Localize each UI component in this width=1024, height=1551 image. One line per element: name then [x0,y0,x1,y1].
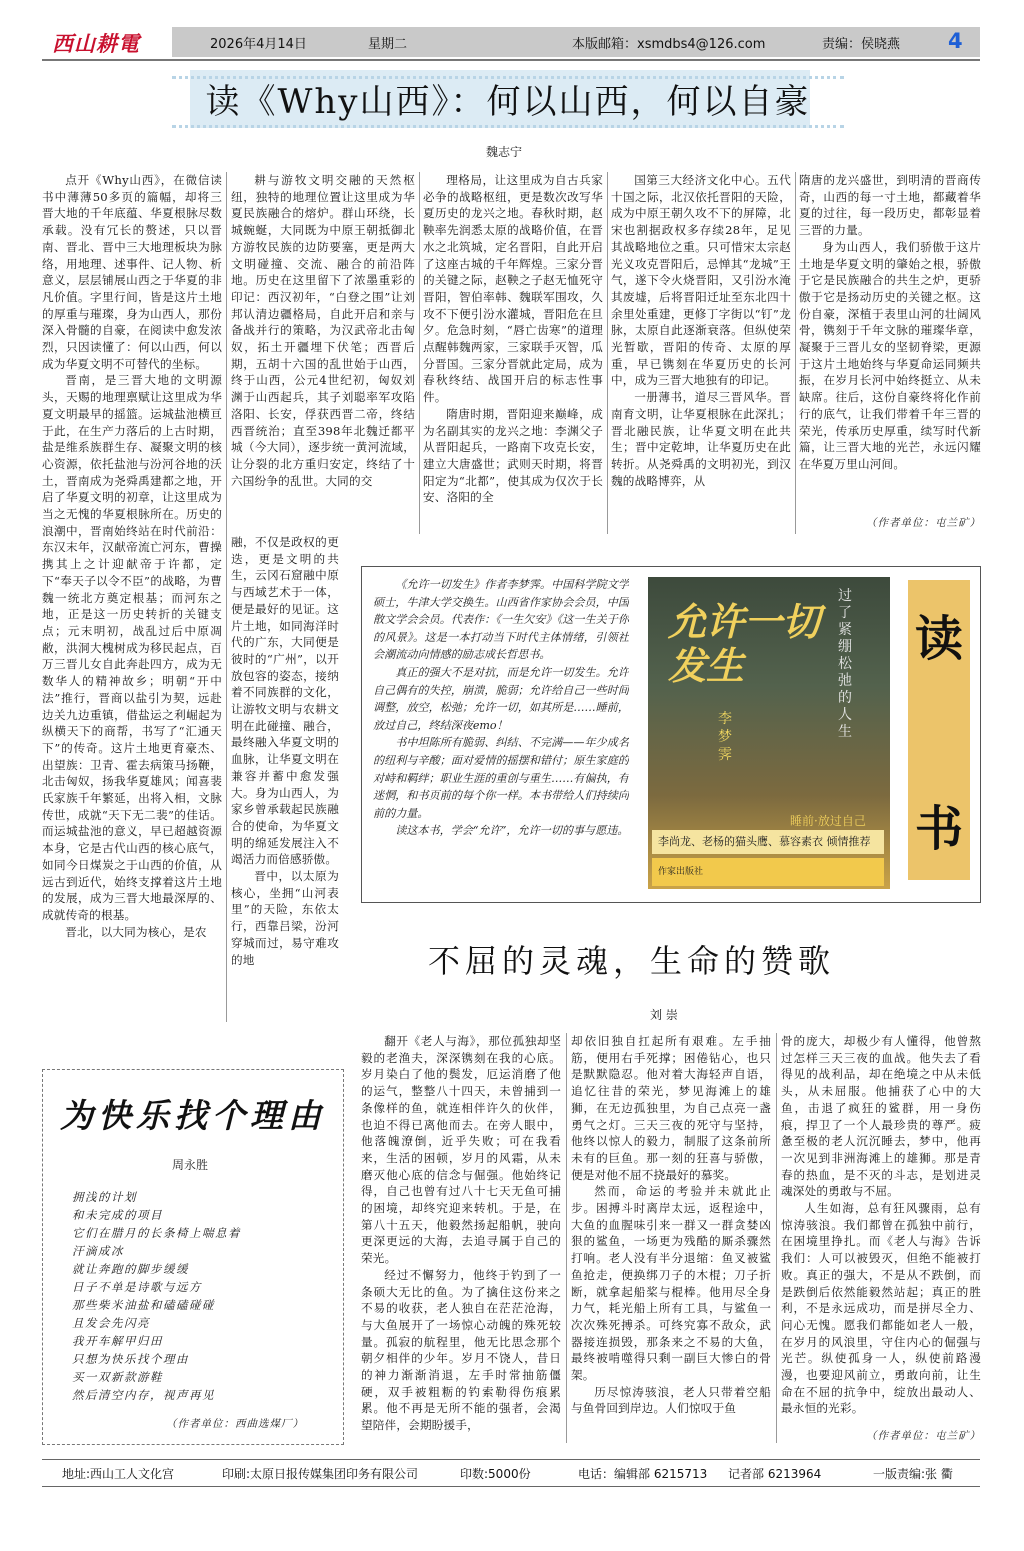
header-divider [42,59,980,61]
page-editor: 责编：侯晓燕 [822,37,901,52]
column-divider [607,172,608,534]
footer-divider [42,1459,980,1460]
cover-title: 允许一切发生 [668,599,821,688]
poem-line: 它们在腊月的长条椅上喘息着 [72,1226,241,1240]
poem-author: 周永胜 [172,1158,209,1172]
section-label-char: 读 [914,611,963,667]
footer-printer: 印刷:太原日报传媒集团印务有限公司 [222,1467,419,1481]
poem-affiliation: （作者单位：西曲选煤厂） [166,1418,304,1430]
paragraph: 却依旧独自扛起所有艰难。左手抽筋，便用右手死撑；困倦钻心，也只是默默隐忍。他对着大海轻声自语，追忆往昔的荣光，梦见海滩上的雄狮，在无边孤独里，为自己点亮一盏勇气之灯。三天三夜的死守与坚持，他终以惊人的毅力，制服了这条前所未有的巨鱼。那一刻的狂喜与骄傲，便是对他不屈不挠最好的慕奖。 [571,1034,771,1182]
article-column-2-narrow [231,534,339,1022]
paragraph: 读这本书，学会“允许”，允许一切的事与愿违。 [395,824,629,838]
column-divider [226,172,227,1022]
paragraph: 《允许一切发生》作者李梦霁。中国科学院文学硕士，牛津大学交换生。山西省作家协会会员，中国散文学会会员。代表作：《一生欠安》《这一生关于你的风景》。这是一本打动当下时代主体情绪，引领社会潮流动向情感的励志成长哲思书。 [373,578,629,662]
newspaper-logo: 西山耕電 [52,31,140,56]
cover-publisher: 作家出版社 [652,858,884,886]
paragraph: 身为山西人，我们骄傲于这片土地是华夏文明的肇始之根，骄傲于它是民族融合的共生之炉，更骄傲于它是扬动历史的关键之枢。这份自豪，深植于表里山河的壮阔风骨，镌刻于千年文脉的璀璨华章，凝聚于三晋儿女的坚韧脊梁，更源于这片土地始终与华夏命运同频共振，在岁月长河中始终挺立、从未缺席。往后，这份自豪终将化作前行的底气，让我们带着千年三晋的荣光，传承历史厚重，续写时代新篇，让三晋大地的光芒，永远闪耀在华夏万里山河间。 [799,239,981,471]
poem-line: 只想为快乐找个理由 [72,1352,189,1366]
article-column-1 [42,172,222,1022]
poem-line: 我开车解甲归田 [72,1334,163,1348]
article2-title: 不屈的灵魂，生命的赞歌 [428,942,836,980]
article-column-3 [423,172,603,534]
paragraph: 晋中，以太原为核心，坐拥“山河表里”的天险，东依太行，西靠吕梁，汾河穿城而过，易守难攻的地 [231,869,339,967]
article-column-5 [799,172,981,512]
page-number: 4 [948,29,963,53]
paragraph: 国第三大经济文化中心。五代十国之际，北汉依托晋阳的天险，成为中原王朝久攻不下的屏障，北宋也割据政权多存续28年，足见其战略地位之重。只可惜宋太宗赵光义攻克晋阳后，忌惮其“龙城”王气，遂下令火烧晋阳，又引汾水淹其废墟，后将晋阳迁址至东北四十余里处重建，更修丁字街以“钉”龙脉，太原自此逐渐衰落。但纵使荣光暂歇，晋阳的传奇、太原的厚重，早已镌刻在华夏历史的长河中，成为三晋大地独有的印记。 [611,173,791,388]
cover-tagline: 睡前·放过自己 [790,814,866,828]
paragraph: 书中坦陈所有脆弱、纠结、不完满——年少成名的纽利与辛酸；面对爱情的摇摆和错付；原生家庭的对峙和羁绊；职业生涯的重创与重生……有偏执，有迷惘，和书页前的每个你一样。本书带给人们持续向前的力量。 [373,736,629,820]
article2-column-1 [361,1033,561,1443]
poem-line: 且发会先闪亮 [72,1316,150,1330]
contact-email: 本版邮箱：xsmdbs4@126.com [572,37,766,52]
paragraph: 经过不懈努力，他终于钓到了一条硕大无比的鱼。为了擒住这份来之不易的收获，老人独自在茫茫沧海，与大鱼展开了一场惊心动魄的殊死较量。孤寂的航程里，他无比思念那个朝夕相伴的少年。岁月不饶人，昔日的神力渐渐消退，左手时常抽筋僵硬，双手被粗粝的钓索勒得伤痕累累。他不再是无所不能的强者，会渴望陪伴，会期盼援手， [361,1267,561,1433]
paragraph: 历尽惊涛骇浪，老人只带着空船与鱼骨回到岸边。人们惊叹于鱼 [571,1384,771,1416]
paragraph: 翻开《老人与海》，那位孤独却坚毅的老渔夫，深深镌刻在我的心底。岁月染白了他的鬓发，厄运消磨了他的运气，整整八十四天，未曾捕到一条像样的鱼，就连相伴许久的伙伴，也迫不得已离他而去。在旁人眼中，他落魄潦倒，近乎失败；可在我看来，生活的困顿，岁月的风霜，从未磨灭他心底的信念与倔强。他始终记得，自己也曾有过八十七天无鱼可捕的困境，却终究迎来转机。于是，在第八十五天，他毅然扬起船帆，驶向更深更远的大海，去追寻属于自己的荣光。 [361,1034,561,1266]
article-author: 魏志宁 [486,145,523,159]
footer-chief-editor: 一版责编:张 衢 [873,1467,953,1481]
poem-line: 拥浅的计划 [72,1190,137,1204]
paragraph: 真正的强大不是对抗，而是允许一切发生。允许自己偶有的失控，崩溃，脆弱；允许给自己一些时间调整，放空，松弛；允许一切，如其所是……睡前，放过自己，终结深夜emo！ [373,665,629,732]
paragraph: 耕与游牧文明交融的天然枢纽，独特的地理位置让这里成为华夏民族融合的熔炉。群山环绕，长城蜿蜒，大同既为中原王朝抵御北方游牧民族的边防要塞，更是两大文明碰撞、交流、融合的前沿阵地。历史在这里留下了浓墨重彩的印记：西汉初年，“白登之围”让刘邦认清边疆格局，自此开启和亲与备战并行的策略，为汉武帝北击匈奴，拓土开疆埋下伏笔；西晋后期，五胡十六国的乱世始于山西，终于山西，公元4世纪初，匈奴刘渊于山西起兵，其子刘聪率军攻陷洛阳、长安，俘获西晋二帝，终结西晋统治；直至398年北魏迁都平城（今大同），逐步统一黄河流域，让分裂的北方重归安定，终结了十六国纷争的乱世。大同的交 [231,173,415,488]
poem-line: 汗滴成冰 [72,1244,124,1258]
article2-column-2 [571,1033,771,1443]
poem-line: 然后清空内存，视声再见 [72,1388,215,1402]
column-divider [566,1033,567,1443]
paragraph: 理格局，让这里成为自古兵家必争的战略枢纽，更是数次改写华夏历史的龙兴之地。春秋时期，赵鞅率先润悉太原的战略价值，在晋水之北筑城，定名晋阳，自此开启了这座古城的千年辉煌。三家分晋的关键之际，赵鞅之子赵无恤死守晋阳，智伯率韩、魏联军围攻，久攻不下便引汾水灌城，晋阳危在旦夕。危急时刻，“唇亡齿寒”的道理点醒韩魏两家，三家联手灭智，瓜分晋国。三家分晋就此定局，成为春秋终结、战国开启的标志性事件。 [423,173,603,405]
poem-title: 为快乐找个理由 [60,1096,326,1135]
paragraph: 人生如海，总有狂风骤雨，总有惊涛骇浪。我们都曾在孤独中前行，在困境里挣扎。而《老人与海》告诉我们：人可以被毁灭，但绝不能被打败。真正的强大，不是从不跌倒，而是跌倒后依然能毅然站起；真正的胜利，不是永远成功，而是拼尽全力、问心无愧。愿我们都能如老人一般，在岁月的风浪里，守住内心的倔强与光芒。纵使孤身一人，纵使前路漫漫，也要迎风前立，勇敢向前，让生命在不屈的抗争中，绽放出最动人、最永恒的光彩。 [781,1201,981,1416]
poem-line: 日子不单是诗歌与远方 [72,1280,202,1294]
paragraph: 晋北，以大同为核心，是农 [65,924,207,939]
article-column-2 [231,172,415,534]
issue-weekday: 星期二 [368,37,408,52]
poem-line: 就让奔跑的脚步缓缓 [72,1262,189,1276]
paragraph: 然而，命运的考验并未就此止步。困搏斗时离岸太远，返程途中，大鱼的血腥味引来一群又一群贪婪凶狠的鲨鱼，一场更为残酷的厮杀骤然打响。老人没有半分退缩：鱼叉被鲨鱼抢走，便换绑刀子的木棍；刀子折断，就拿起船桨与棍棒。他用尽全身力气，耗光船上所有工具，与鲨鱼一次次殊死搏杀。可终究寡不敌众，武器接连损毁，那条来之不易的大鱼，最终被啃噬得只剩一副巨大惨白的骨架。 [571,1184,771,1383]
column-divider [795,172,796,534]
paragraph: 骨的庞大，却极少有人懂得，他曾熬过怎样三天三夜的血战。他失去了看得见的战利品，却在绝境之中从未低头，从未屈服。他捕获了心中的大鱼，击退了疯狂的鲨群，用一身伤痕，捍卫了一个人最珍贵的尊严。疲惫至极的老人沉沉睡去，梦中，他再一次见到非洲海滩上的雄狮。那是青春的热血，是不灭的斗志，是划进灵魂深处的勇敢与不屈。 [781,1034,981,1199]
paragraph: 隋唐时期，晋阳迎来巅峰，成为名副其实的龙兴之地：李渊父子从晋阳起兵，一路南下攻克长安，建立大唐盛世；武则天时期，将晋阳定为“北都”，使其成为仅次于长安、洛阳的全 [423,406,603,505]
cover-author: 李梦霁 [718,711,732,763]
paragraph: 隋唐的龙兴盛世，到明清的晋商传奇，山西的每一寸土地，都藏着华夏的过往，每一段历史，都彰显着三晋的力量。 [799,173,981,238]
poem-line: 买一双新款游鞋 [72,1370,163,1384]
column-divider [419,172,420,534]
paragraph: 一册薄书，道尽三晋风华。晋南育文明，让华夏根脉在此深扎；晋北融民族，让华夏文明在此共生；晋中定乾坤，让华夏历史在此转折。从尧舜禹的文明初光，到汉魏的战略博弈，从 [611,390,791,488]
cover-recommendation-strip: 李尚龙、老杨的猫头鹰、慕容素衣 倾情推荐 [652,830,884,854]
article-column-4 [611,172,791,534]
article2-author: 刘 崇 [650,1008,678,1022]
article2-column-3 [781,1033,981,1425]
author-affiliation: （作者单位：屯兰矿） [866,1430,981,1442]
cover-subtitle: 过了紧绷松弛的人生 [838,588,852,740]
article-title: 读《Why山西》：何以山西，何以自豪 [205,82,811,122]
paragraph: 晋南，是三晋大地的文明源头，天赐的地理禀赋让这里成为华夏文明最早的摇篮。运城盐池横亘于此，在生产力落后的上古时期，盐是维系族群生存、凝聚文明的核心资源，依托盐池与汾河谷地的沃土，晋南成为尧舜禹建都之地，开启了华夏文明的初章，让这里成为当之无愧的华夏根脉所在。历史的浪潮中，晋南始终站在时代前沿：东汉末年，汉献帝流亡河东，曹操携其上之计迎献帝于许都，定下“奉天子以令不臣”的战略，为曹魏一统北方奠定根基；而河东之地，正是这一历史转折的关键支点；元末明初，战乱过后中原凋敝，洪洞大槐树成为移民起点，百万三晋儿女自此奔赴四方，成为无数华人的精神故乡；明朝“开中法”推行，晋商以盐引为契，远赴边关九边重镇，借盐运之利崛起为纵横天下的商帮，书写了“汇通天下”的传奇。这片土地更育豪杰、出望族：卫青、霍去病策马扬鞭，北击匈奴，扬我华夏雄风；闻喜裴氏家族千年繁延，出将入相，文脉传世，成就“天下无二裴”的佳话。而运城盐池的意义，早已超越资源本身，它是古代山西的核心底气，如同今日煤炭之于山西的价值，从远古到近代，始终支撑着这片土地的发展，成为三晋大地最深厚的、成就传奇的根基。 [42,373,222,922]
section-label-char: 书 [914,801,963,857]
paragraph: 点开《Why山西》，在微信读书中薄薄50多页的篇幅，却将三晋大地的千年底蕴、华夏根脉尽数承载。没有冗长的赘述，只以晋南、晋北、晋中三大地理板块为脉络，用地理、述事件、记人物、析意义，层层铺展山西之于华夏的非凡价值。字里行间，皆是这片土地的厚重与璀璨，身为山西人，那份深入骨髓的自豪，在阅读中愈发浓烈，只因读懂了：何以山西，何以成为华夏文明不可替代的坐标。 [42,173,222,371]
footer-bottom-divider [42,1486,980,1487]
footer-copies: 印数:5000份 [460,1467,531,1481]
poem-line: 那些柴米油盐和磕磕碰碰 [72,1298,215,1312]
poem-line: 和未完成的项目 [72,1208,163,1222]
book-description [373,576,629,886]
footer-reporter-phone: 记者部 6213964 [728,1467,822,1481]
footer-phone: 电话：编辑部 6215713 [578,1467,708,1481]
issue-date: 2026年4月14日 [210,37,307,52]
paragraph: 融，不仅是政权的更迭，更是文明的共生，云冈石窟融中原与西域艺术于一体，便是最好的见证。这片土地，如同海洋时代的广东，大同便是彼时的“广州”，以开放包容的姿态，接纳着不同族群的文化，让游牧文明与农耕文明在此碰撞、融合，最终融入华夏文明的血脉，让华夏文明在兼容并蓄中愈发强大。身为山西人，为家乡曾承载起民族融合的使命，为华夏文明的绵延发展注入不竭活力而倍感骄傲。 [231,535,339,867]
column-divider [776,1033,777,1443]
author-affiliation: （作者单位：屯兰矿） [866,517,981,529]
footer-address: 地址:西山工人文化宫 [62,1467,175,1481]
